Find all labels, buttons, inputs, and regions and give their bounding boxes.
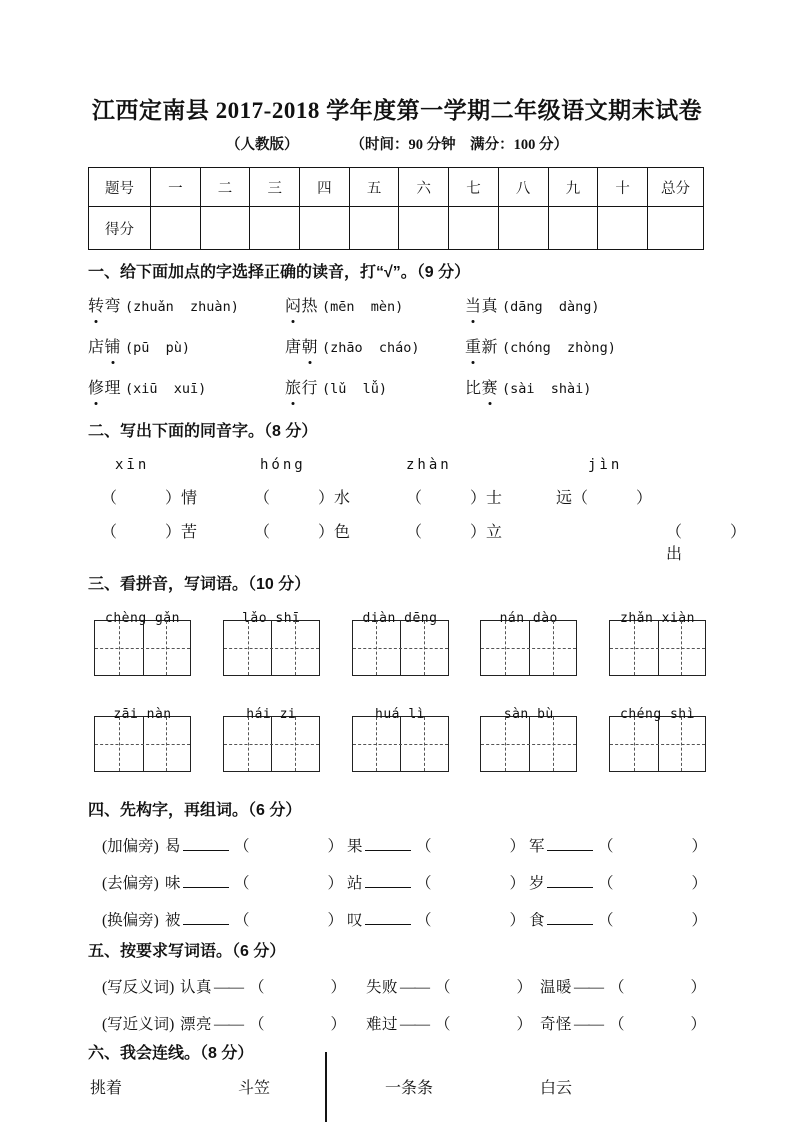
dotted-char: 重: [465, 336, 482, 360]
pinyin-label: chèng gǎn: [105, 611, 180, 626]
dash: ——: [214, 979, 244, 996]
q4-item: [165, 835, 347, 859]
dotted-char: 闷: [285, 295, 302, 319]
grid-line: [424, 717, 425, 771]
paren-close: ）: [691, 838, 708, 855]
blank-line: [183, 874, 229, 888]
paren-open: （: [234, 838, 250, 855]
q6-matching-row: [88, 1078, 706, 1100]
grid-line: [166, 621, 167, 675]
q4-heading: 四、先构字，再组词。（6 分）: [88, 802, 302, 819]
q4-row-label: (加偏旁): [102, 838, 159, 855]
score-cell-empty: [200, 207, 250, 250]
pinyin-label: lǎo shī: [242, 611, 301, 626]
answer-gap: [625, 991, 691, 992]
q6-heading: 六、我会连线。（8 分）: [88, 1045, 254, 1062]
q4-item: [529, 909, 707, 933]
grid-line: [681, 717, 682, 771]
q2-heading: 二、写出下面的同音字。（8 分）: [88, 423, 318, 440]
paren-open: （: [249, 979, 265, 996]
base-char: 岁: [529, 875, 546, 892]
grid-line: [353, 744, 448, 745]
word: 认真: [180, 979, 213, 996]
paren-close: ）: [327, 912, 344, 929]
paren-open: （: [249, 1016, 265, 1033]
grid-line: [248, 717, 249, 771]
grid-line: [634, 621, 635, 675]
score-cell-empty: [498, 207, 548, 250]
q5-row-label: (写近义词): [102, 1016, 175, 1033]
q5-row-label: (写反义词): [102, 979, 175, 996]
dotted-char: 朝: [302, 336, 319, 360]
blank-line: [365, 874, 411, 888]
score-cell-empty: [449, 207, 499, 250]
dotted-char: 转: [88, 295, 105, 319]
pinyin-choices: (mēn mèn): [322, 299, 404, 315]
q4-item: [347, 872, 529, 896]
homophone-blank: 远（ ）: [556, 490, 653, 507]
grid-line: [424, 621, 425, 675]
paren-close: ）: [691, 875, 708, 892]
grid-line: [376, 621, 377, 675]
homophone-blank: （ ）士: [406, 490, 503, 507]
grid-line: [95, 648, 190, 649]
q1-row: [88, 377, 706, 401]
word-part: 新: [481, 339, 499, 356]
pinyin-choices: (sài shài): [502, 381, 592, 397]
score-table-header-cell: 四: [300, 168, 350, 207]
score-table-header-cell: 总分: [648, 168, 704, 207]
base-char: 味: [165, 875, 182, 892]
grid-line: [295, 717, 296, 771]
grid-line: [481, 744, 576, 745]
score-table-header-cell: 二: [200, 168, 250, 207]
base-char: 食: [529, 912, 546, 929]
dotted-char: 旅: [285, 377, 302, 401]
grid-line: [353, 648, 448, 649]
q1-item: [465, 336, 706, 360]
column-divider-line: [325, 1052, 327, 1122]
q1-item: [465, 295, 706, 319]
pinyin-writing-box: [352, 611, 449, 676]
paren-close: ）: [330, 1016, 347, 1033]
score-table-header-cell: 五: [349, 168, 399, 207]
pinyin-choices: (pū pù): [125, 340, 191, 356]
pinyin-label: sàn bù: [503, 707, 554, 722]
pinyin-label: hóng: [260, 457, 306, 473]
q1-item: [465, 377, 706, 401]
paren-open: （: [598, 912, 614, 929]
grid-line: [505, 717, 506, 771]
pinyin-choices: (dāng dàng): [502, 299, 600, 315]
q4-row-label: (去偏旁): [102, 875, 159, 892]
dotted-char: 赛: [482, 377, 499, 401]
base-char: 果: [347, 838, 364, 855]
q5-heading: 五、按要求写词语。（6 分）: [88, 943, 286, 960]
pinyin-writing-box: [609, 707, 706, 772]
grid-line: [553, 717, 554, 771]
word-part: 店: [88, 339, 105, 356]
q4-item: [529, 872, 707, 896]
paren-open: （: [416, 875, 432, 892]
pinyin-writing-box: [480, 707, 577, 772]
word-part: 真: [481, 298, 499, 315]
grid-line: [610, 744, 705, 745]
answer-gap: [451, 991, 517, 992]
paren-close: ）: [330, 979, 347, 996]
score-cell-empty: [399, 207, 449, 250]
answer-gap: [250, 887, 328, 888]
grid-line: [481, 648, 576, 649]
blank-line: [183, 911, 229, 925]
grid-line: [224, 744, 319, 745]
answer-gap: [432, 850, 510, 851]
pinyin-writing-box: [223, 707, 320, 772]
score-cell-empty: [598, 207, 648, 250]
pinyin-label: diàn dēng: [362, 611, 438, 626]
q4-item: [347, 909, 529, 933]
score-table-header-cell: 九: [548, 168, 598, 207]
match-item: 挑着: [90, 1080, 123, 1097]
answer-gap: [614, 924, 692, 925]
q1-row: [88, 295, 706, 319]
paren-close: ）: [690, 1016, 707, 1033]
word-part: 行: [301, 380, 319, 397]
paren-open: （: [609, 979, 625, 996]
blank-line: [547, 837, 593, 851]
score-cell-empty: [648, 207, 704, 250]
grid-line: [295, 621, 296, 675]
grid-line: [681, 621, 682, 675]
q5-row: [88, 976, 706, 1000]
word-part: 唐: [285, 339, 302, 356]
score-row-label: 得分: [89, 207, 151, 250]
grid-line: [553, 621, 554, 675]
score-cell-empty: [151, 207, 201, 250]
score-table-header-cell: 十: [598, 168, 648, 207]
pinyin-choices: (chóng zhòng): [502, 340, 616, 356]
paren-close: ）: [509, 838, 526, 855]
paren-close: ）: [516, 979, 533, 996]
pinyin-writing-box: [609, 611, 706, 676]
base-char: 军: [529, 838, 546, 855]
grid-line: [505, 621, 506, 675]
homophone-blank: （ ）立: [406, 524, 503, 541]
pinyin-label: zhàn: [406, 457, 452, 473]
q5-item: [366, 1013, 540, 1037]
paren-open: （: [416, 912, 432, 929]
score-table-header-row: [89, 168, 704, 207]
q5-row: [88, 1013, 706, 1037]
match-item: 斗笠: [238, 1080, 271, 1097]
paren-open: （: [234, 912, 250, 929]
homophone-blank: （ ）苦: [101, 524, 198, 541]
q1-item: [88, 295, 285, 319]
q4-row: [88, 872, 706, 896]
q5-item: [180, 976, 366, 1000]
base-char: 叹: [347, 912, 364, 929]
dash: ——: [214, 1016, 244, 1033]
q3-heading: 三、看拼音，写词语。（10 分）: [88, 576, 311, 593]
answer-gap: [432, 887, 510, 888]
pinyin-label: xīn: [115, 457, 150, 473]
pinyin-writing-box: [223, 611, 320, 676]
score-cell-empty: [548, 207, 598, 250]
dotted-char: 当: [465, 295, 482, 319]
grid-line: [166, 717, 167, 771]
q1-heading: 一、给下面加点的字选择正确的读音，打“√”。（9 分）: [88, 264, 471, 281]
score-table-header-cell: 八: [498, 168, 548, 207]
page-content: [88, 0, 747, 1100]
base-char: 站: [347, 875, 364, 892]
paren-open: （: [609, 1016, 625, 1033]
grid-line: [376, 717, 377, 771]
paren-open: （: [598, 838, 614, 855]
paren-close: ）: [327, 875, 344, 892]
blank-line: [365, 837, 411, 851]
base-char: 被: [165, 912, 182, 929]
answer-gap: [265, 1028, 331, 1029]
grid-line: [634, 717, 635, 771]
answer-gap: [614, 850, 692, 851]
grid-line: [119, 717, 120, 771]
q1-item: [88, 336, 285, 360]
score-cell-empty: [250, 207, 300, 250]
dash: ——: [400, 979, 430, 996]
homophone-blank: （ ）水: [254, 490, 351, 507]
score-table-header-cell: 七: [449, 168, 499, 207]
pinyin-choices: (xiū xuī): [125, 381, 207, 397]
word-part: 比: [465, 380, 482, 397]
paren-open: （: [234, 875, 250, 892]
q4-item: [347, 835, 529, 859]
q2-pinyin-row: [88, 454, 706, 476]
q3-box-row: [94, 707, 706, 772]
q4-row-label: (换偏旁): [102, 912, 159, 929]
score-table-header-cell: 三: [250, 168, 300, 207]
q5-item: [540, 1013, 706, 1037]
exam-info-label: （时间：90 分钟 满分：100 分）: [350, 137, 568, 153]
paren-close: ）: [509, 912, 526, 929]
score-table-score-row: [89, 207, 704, 250]
q5-item: [366, 976, 540, 1000]
homophone-blank: （ ）情: [101, 490, 198, 507]
dotted-char: 铺: [105, 336, 122, 360]
word: 失败: [366, 979, 399, 996]
word-part: 热: [301, 298, 319, 315]
answer-gap: [250, 850, 328, 851]
answer-gap: [614, 887, 692, 888]
pinyin-writing-box: [480, 611, 577, 676]
pinyin-label: zhǎn xiàn: [620, 611, 695, 626]
q1-row: [88, 336, 706, 360]
pinyin-label: nán dào: [499, 611, 558, 626]
word: 奇怪: [540, 1016, 573, 1033]
paren-open: （: [598, 875, 614, 892]
pinyin-label: huá lì: [375, 707, 425, 722]
q4-row: [88, 909, 706, 933]
paren-open: （: [416, 838, 432, 855]
answer-gap: [625, 1028, 691, 1029]
q3-box-row: [94, 611, 706, 676]
score-table-header-cell: 六: [399, 168, 449, 207]
paren-close: ）: [516, 1016, 533, 1033]
score-cell-empty: [300, 207, 350, 250]
blank-line: [365, 911, 411, 925]
homophone-blank: （ ）色: [254, 524, 351, 541]
q1-item: [88, 377, 285, 401]
paren-close: ）: [327, 838, 344, 855]
dash: ——: [574, 1016, 604, 1033]
pinyin-writing-box: [94, 707, 191, 772]
q4-item: [529, 835, 707, 859]
q1-item: [285, 295, 465, 319]
base-char: 曷: [165, 838, 182, 855]
q5-item: [180, 1013, 366, 1037]
pinyin-label: chéng shì: [620, 707, 695, 722]
match-item: 一条条: [385, 1080, 434, 1097]
q4-item: [165, 872, 347, 896]
word-part: 弯: [104, 298, 122, 315]
word-part: 理: [104, 380, 122, 397]
pinyin-label: jìn: [588, 457, 623, 473]
dash: ——: [574, 979, 604, 996]
dotted-char: 修: [88, 377, 105, 401]
word: 温暖: [540, 979, 573, 996]
pinyin-writing-box: [94, 611, 191, 676]
word: 漂亮: [180, 1016, 213, 1033]
page-title: 江西定南县 2017-2018 学年度第一学期二年级语文期末试卷: [91, 98, 703, 123]
pinyin-choices: (zhuǎn zhuàn): [125, 299, 239, 315]
paren-close: ）: [690, 979, 707, 996]
edition-label: （人教版）: [226, 137, 299, 153]
answer-gap: [451, 1028, 517, 1029]
word: 难过: [366, 1016, 399, 1033]
dash: ——: [400, 1016, 430, 1033]
answer-gap: [265, 991, 331, 992]
pinyin-choices: (zhāo cháo): [322, 340, 420, 356]
pinyin-label: zāi nàn: [113, 707, 172, 722]
answer-gap: [432, 924, 510, 925]
score-table-header-cell: 题号: [89, 168, 151, 207]
grid-line: [248, 621, 249, 675]
q2-answer-row: [88, 522, 747, 566]
q1-item: [285, 377, 465, 401]
match-item: 白云: [540, 1080, 573, 1097]
pinyin-label: hái zi: [246, 707, 297, 722]
pinyin-writing-box: [352, 707, 449, 772]
answer-gap: [250, 924, 328, 925]
paren-open: （: [435, 979, 451, 996]
paren-close: ）: [691, 912, 708, 929]
paren-close: ）: [509, 875, 526, 892]
q5-item: [540, 976, 706, 1000]
paren-open: （: [435, 1016, 451, 1033]
q2-answer-row: [88, 488, 706, 510]
subtitle-row: [88, 133, 706, 154]
q4-item: [165, 909, 347, 933]
score-table: [88, 167, 704, 250]
grid-line: [119, 621, 120, 675]
homophone-blank: （ ）出: [666, 524, 747, 563]
grid-line: [610, 648, 705, 649]
score-table-header-cell: 一: [151, 168, 201, 207]
q4-row: [88, 835, 706, 859]
blank-line: [547, 874, 593, 888]
grid-line: [95, 744, 190, 745]
score-cell-empty: [349, 207, 399, 250]
q1-item: [285, 336, 465, 360]
blank-line: [183, 837, 229, 851]
pinyin-choices: (lǔ lǚ): [322, 381, 388, 397]
grid-line: [224, 648, 319, 649]
blank-line: [547, 911, 593, 925]
